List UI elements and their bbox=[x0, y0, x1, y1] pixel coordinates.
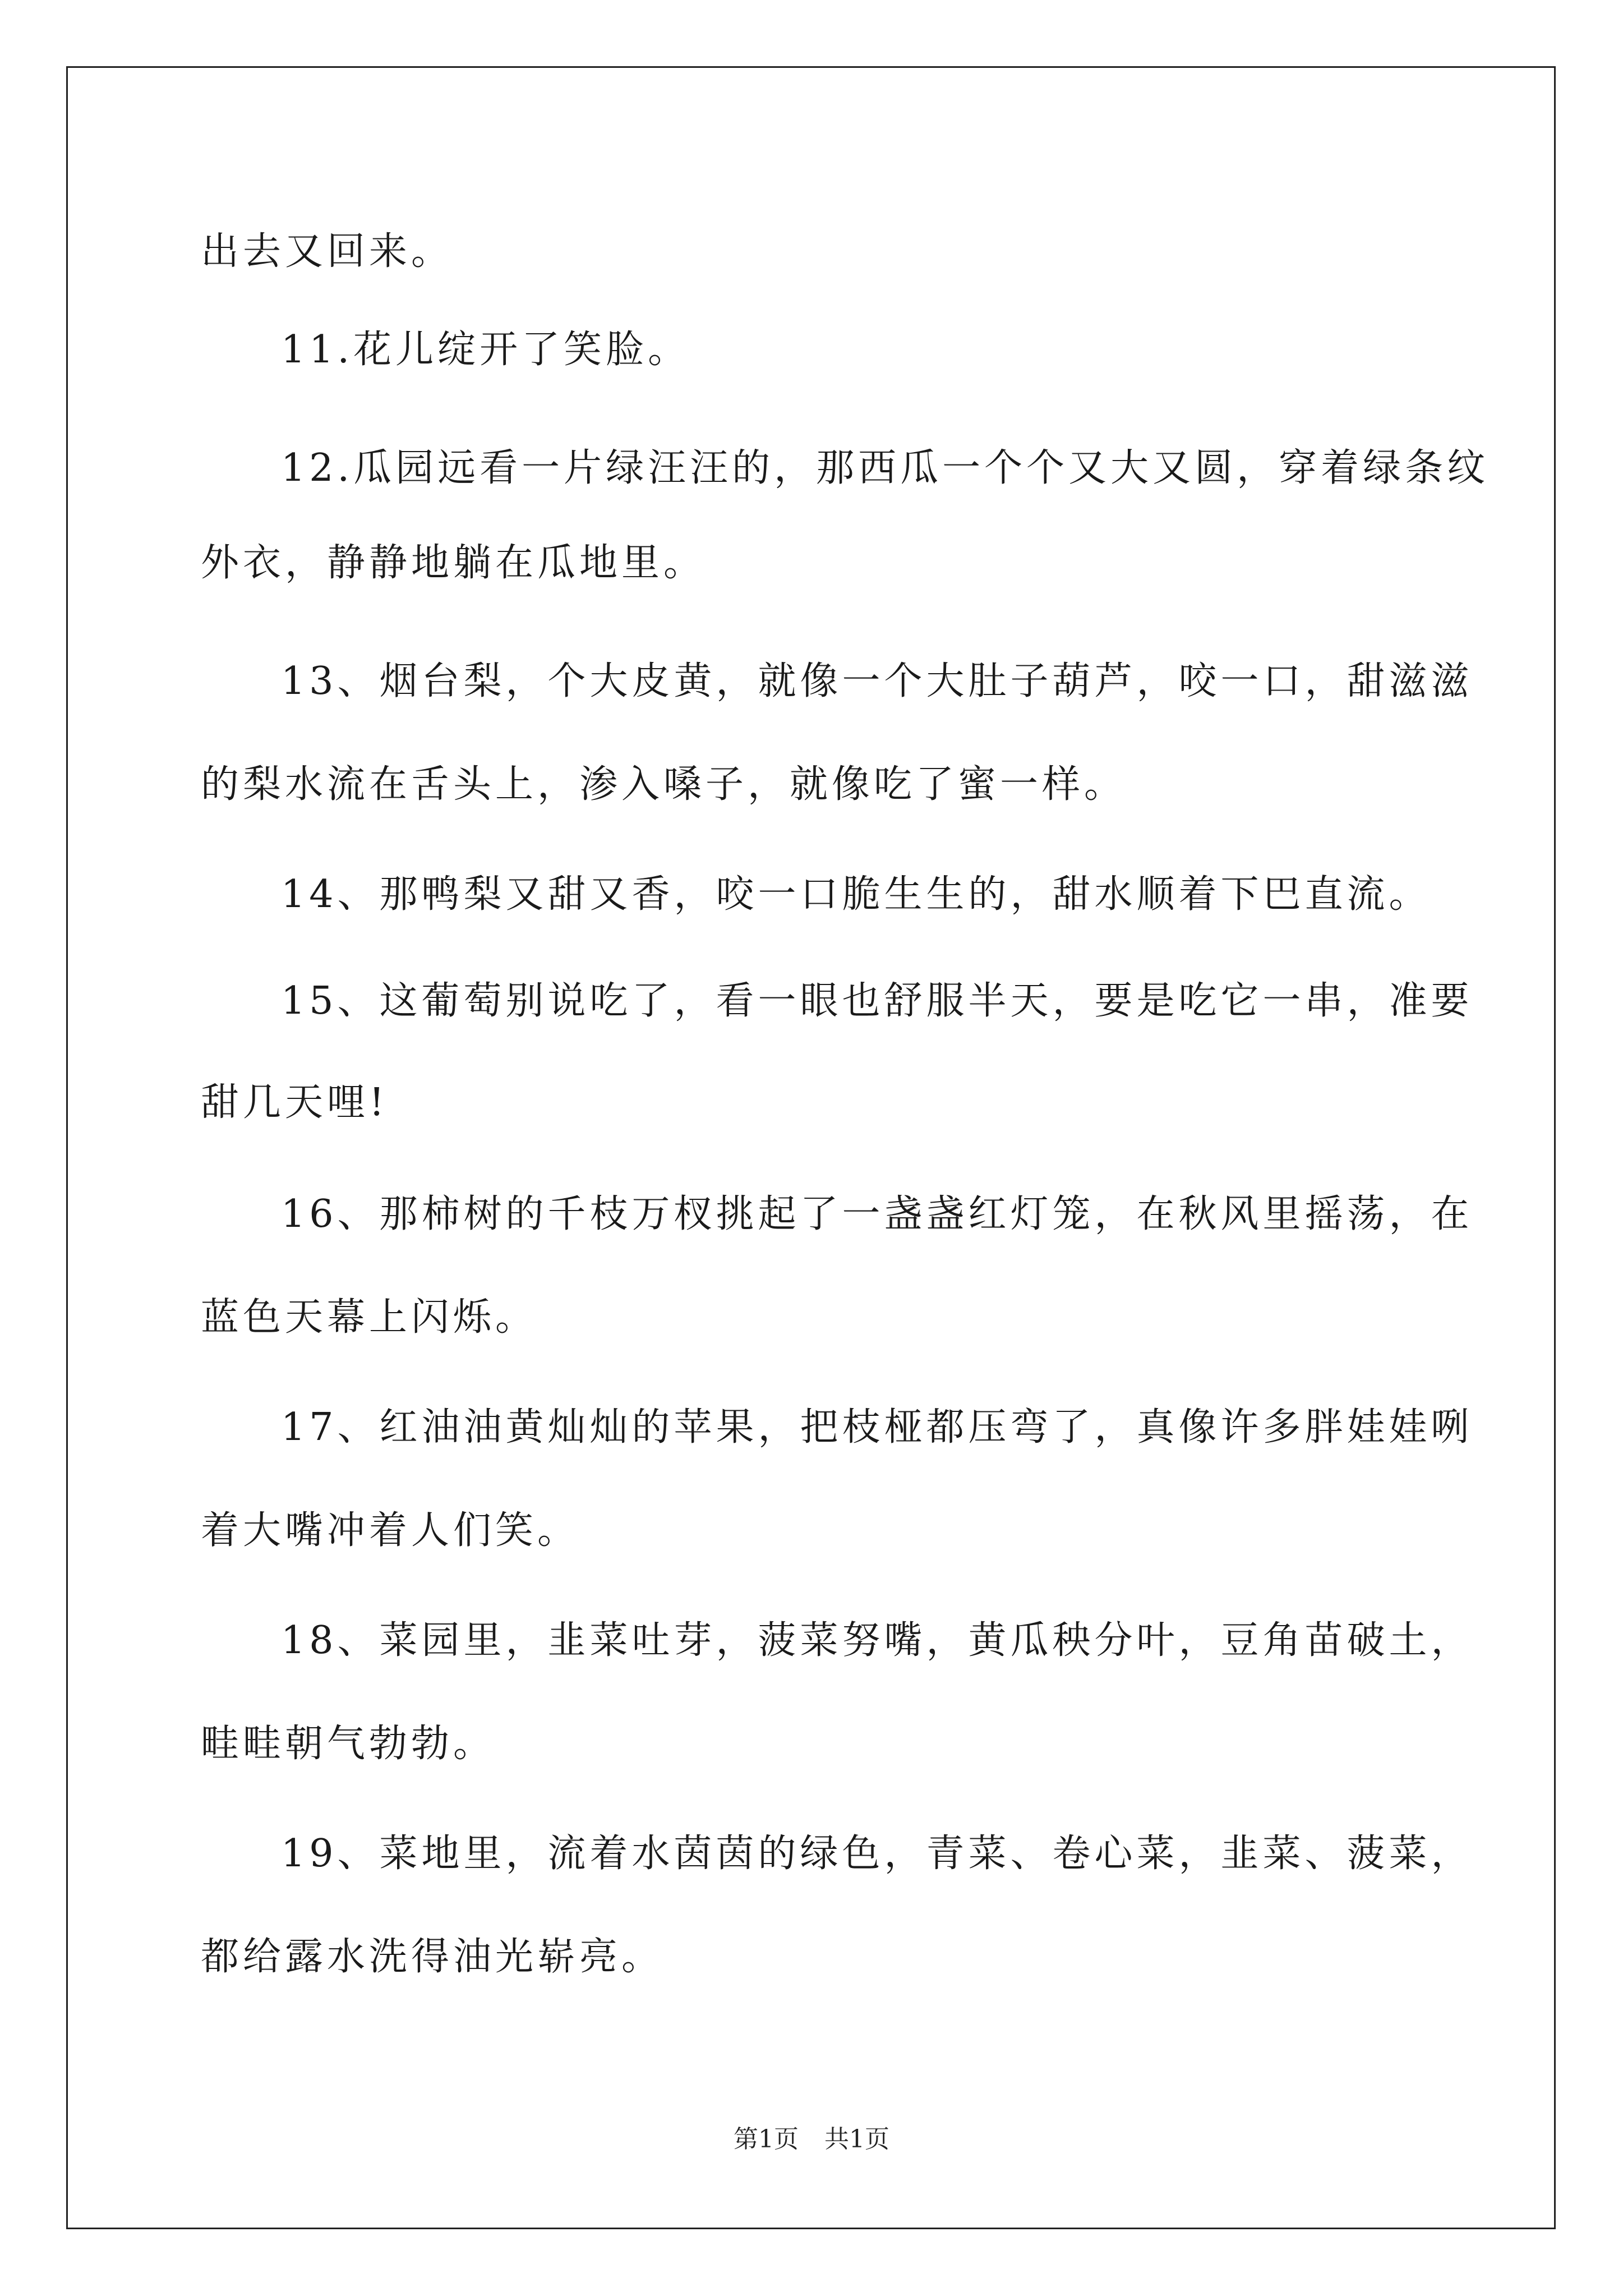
text-line: 16、那柿树的千枝万杈挑起了一盏盏红灯笼，在秋风里摇荡，在 bbox=[281, 1192, 1473, 1236]
text-line: 畦畦朝气勃勃。 bbox=[201, 1722, 496, 1766]
page-border bbox=[66, 66, 1556, 2229]
text-line: 出去又回来。 bbox=[201, 229, 454, 274]
text-line: 甜几天哩! bbox=[201, 1080, 389, 1125]
text-line: 外衣，静静地躺在瓜地里。 bbox=[201, 541, 706, 585]
text-line: 都给露水洗得油光崭亮。 bbox=[201, 1935, 664, 1979]
text-line: 13、烟台梨，个大皮黄，就像一个大肚子葫芦，咬一口，甜滋滋 bbox=[281, 659, 1473, 703]
page-footer bbox=[0, 2127, 1623, 2152]
text-line: 15、这葡萄别说吃了，看一眼也舒服半天，要是吃它一串，准要 bbox=[281, 979, 1473, 1023]
text-line: 着大嘴冲着人们笑。 bbox=[201, 1508, 580, 1553]
text-line: 的梨水流在舌头上，渗入嗓子，就像吃了蜜一样。 bbox=[201, 762, 1127, 807]
text-line: 11.花儿绽开了笑脸。 bbox=[281, 328, 690, 372]
text-line: 18、菜园里，韭菜吐芽，菠菜努嘴，黄瓜秧分叶，豆角苗破土， bbox=[281, 1618, 1473, 1663]
text-line: 19、菜地里，流着水茵茵的绿色，青菜、卷心菜，韭菜、菠菜， bbox=[281, 1832, 1473, 1876]
page-total: 共1页 bbox=[824, 2125, 889, 2154]
text-line: 12.瓜园远看一片绿汪汪的，那西瓜一个个又大又圆，穿着绿条纹 bbox=[281, 446, 1490, 490]
text-line: 蓝色天幕上闪烁。 bbox=[201, 1295, 538, 1340]
page-number: 第1页 bbox=[734, 2125, 799, 2154]
text-line: 14、那鸭梨又甜又香，咬一口脆生生的，甜水顺着下巴直流。 bbox=[281, 872, 1431, 917]
text-line: 17、红油油黄灿灿的苹果，把枝桠都压弯了，真像许多胖娃娃咧 bbox=[281, 1405, 1473, 1450]
